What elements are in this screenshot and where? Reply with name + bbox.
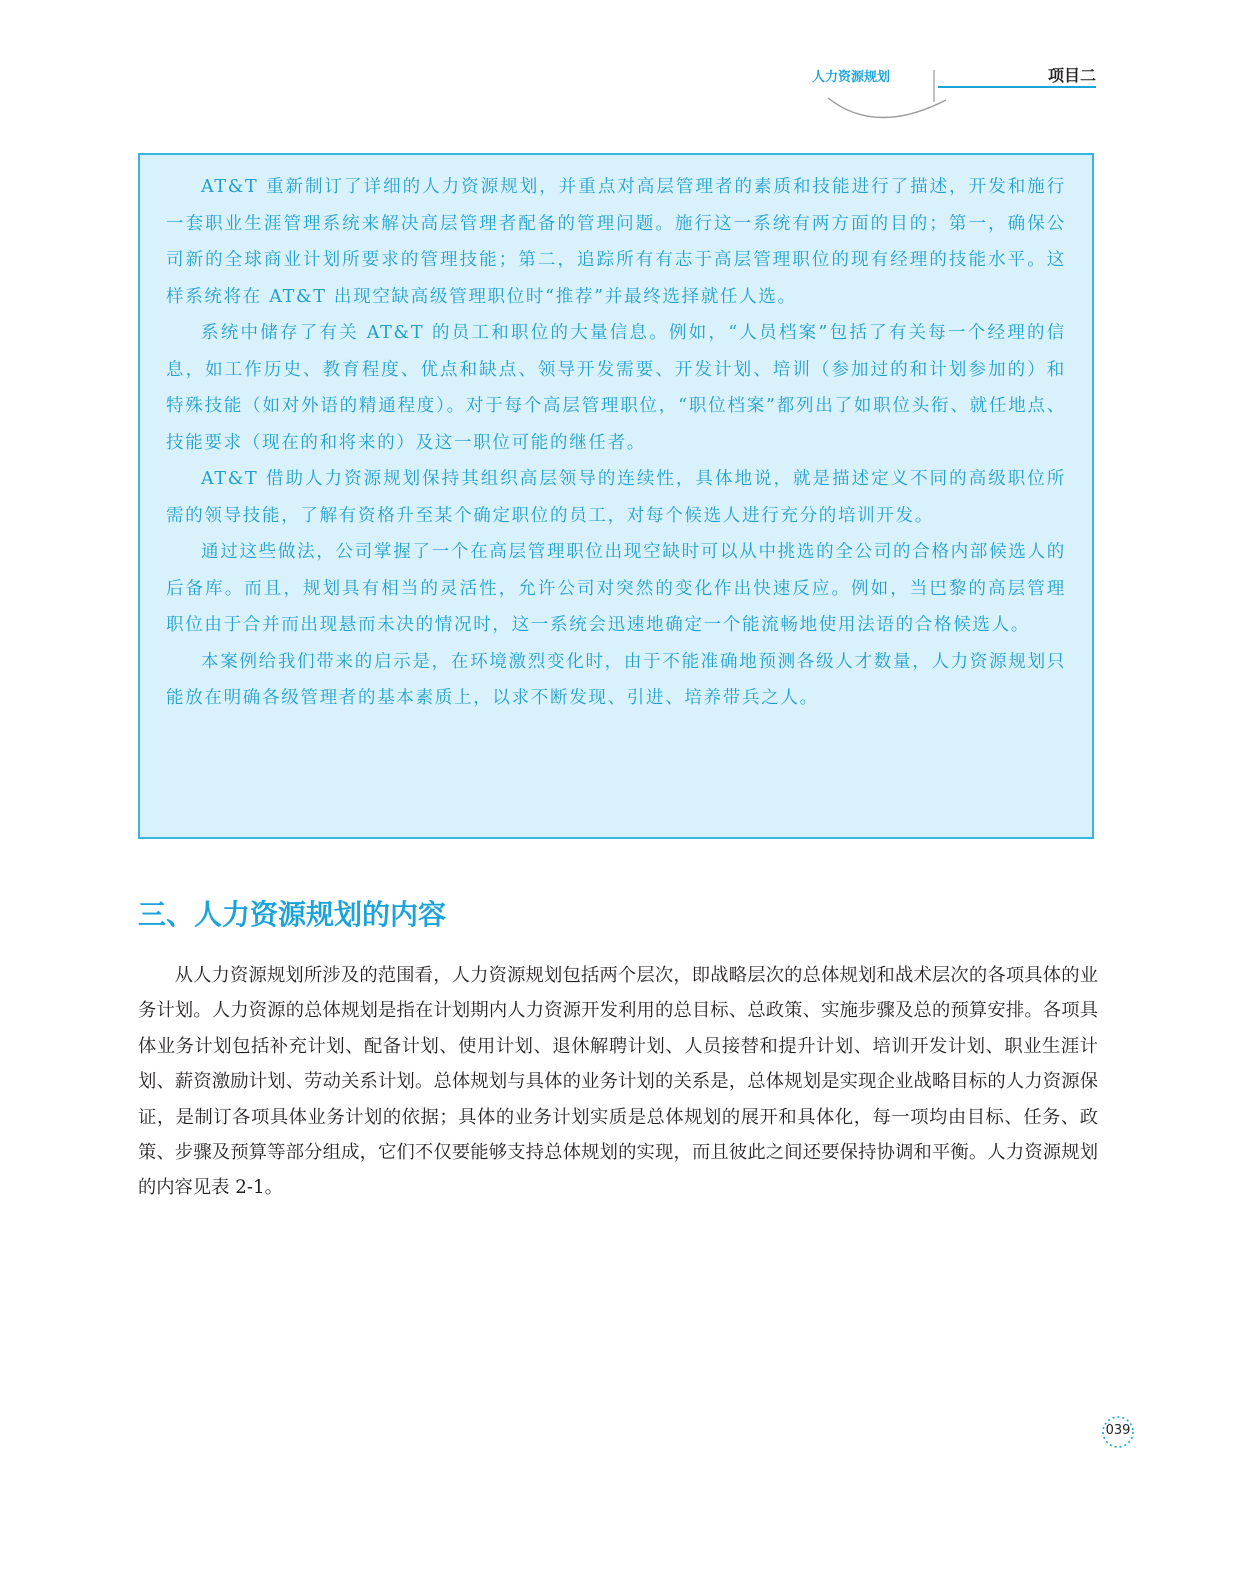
project-label: 项目二 bbox=[1047, 66, 1096, 85]
running-header bbox=[796, 58, 1096, 128]
case-paragraph: AT&T 重新制订了详细的人力资源规划，并重点对高层管理者的素质和技能进行了描述，开发和施行一套职业生涯管理系统来解决高层管理者配备的管理问题。施行这一系统有两方面的目的；第一，确保公司新的全球商业计划所要求的管理技能；第二，追踪所有有志于高层管理职位的现有经理的技能水平。这样系统将在 AT&T 出现空缺高级管理职位时“推荐”并最终选择就任人选。 bbox=[166, 177, 1066, 307]
case-paragraph: 系统中储存了有关 AT&T 的员工和职位的大量信息。例如，“人员档案”包括了有关每一个经理的信息，如工作历史、教育程度、优点和缺点、领导开发需要、开发计划、培训（参加过的和计划参加的）和特殊技能（如对外语的精通程度）。对于每个高层管理职位，“职位档案”都列出了如职位头衔、就任地点、技能要求（现在的和将来的）及这一职位可能的继任者。 bbox=[166, 323, 1066, 453]
section-body: 从人力资源规划所涉及的范围看，人力资源规划包括两个层次，即战略层次的总体规划和战术层次的各项具体的业务计划。人力资源的总体规划是指在计划期内人力资源开发利用的总目标、总政策、实施步骤及总的预算安排。各项具体业务计划包括补充计划、配备计划、使用计划、退休解聘计划、人员接替和提升计划、培训开发计划、职业生涯计划、薪资激励计划、劳动关系计划。总体规划与具体的业务计划的关系是，总体规划是实现企业战略目标的人力资源保证，是制订各项具体业务计划的依据；具体的业务计划实质是总体规划的展开和具体化，每一项均由目标、任务、政策、步骤及预算等部分组成，它们不仅要能够支持总体规划的实现，而且彼此之间还要保持协调和平衡。人力资源规划的内容见表 2-1。 bbox=[138, 965, 1098, 1199]
page-number bbox=[1100, 1414, 1136, 1450]
section-title: 三、人力资源规划的内容 bbox=[138, 898, 447, 931]
chapter-title: 人力资源规划 bbox=[811, 70, 890, 85]
case-paragraph: 本案例给我们带来的启示是，在环境激烈变化时，由于不能准确地预测各级人才数量，人力资源规划只能放在明确各级管理者的基本素质上，以求不断发现、引进、培养带兵之人。 bbox=[166, 651, 1066, 708]
case-paragraph: 通过这些做法，公司掌握了一个在高层管理职位出现空缺时可以从中挑选的全公司的合格内部候选人的后备库。而且，规划具有相当的灵活性，允许公司对突然的变化作出快速反应。例如，当巴黎的高层管理职位由于合并而出现悬而未决的情况时，这一系统会迅速地确定一个能流畅地使用法语的合格候选人。 bbox=[166, 542, 1066, 635]
page-number-text: 039 bbox=[1105, 1423, 1131, 1438]
case-paragraph: AT&T 借助人力资源规划保持其组织高层领导的连续性，具体地说，就是描述定义不同的高级职位所需的领导技能，了解有资格升至某个确定职位的员工，对每个候选人进行充分的培训开发。 bbox=[166, 469, 1066, 526]
case-study-box bbox=[138, 153, 1094, 839]
